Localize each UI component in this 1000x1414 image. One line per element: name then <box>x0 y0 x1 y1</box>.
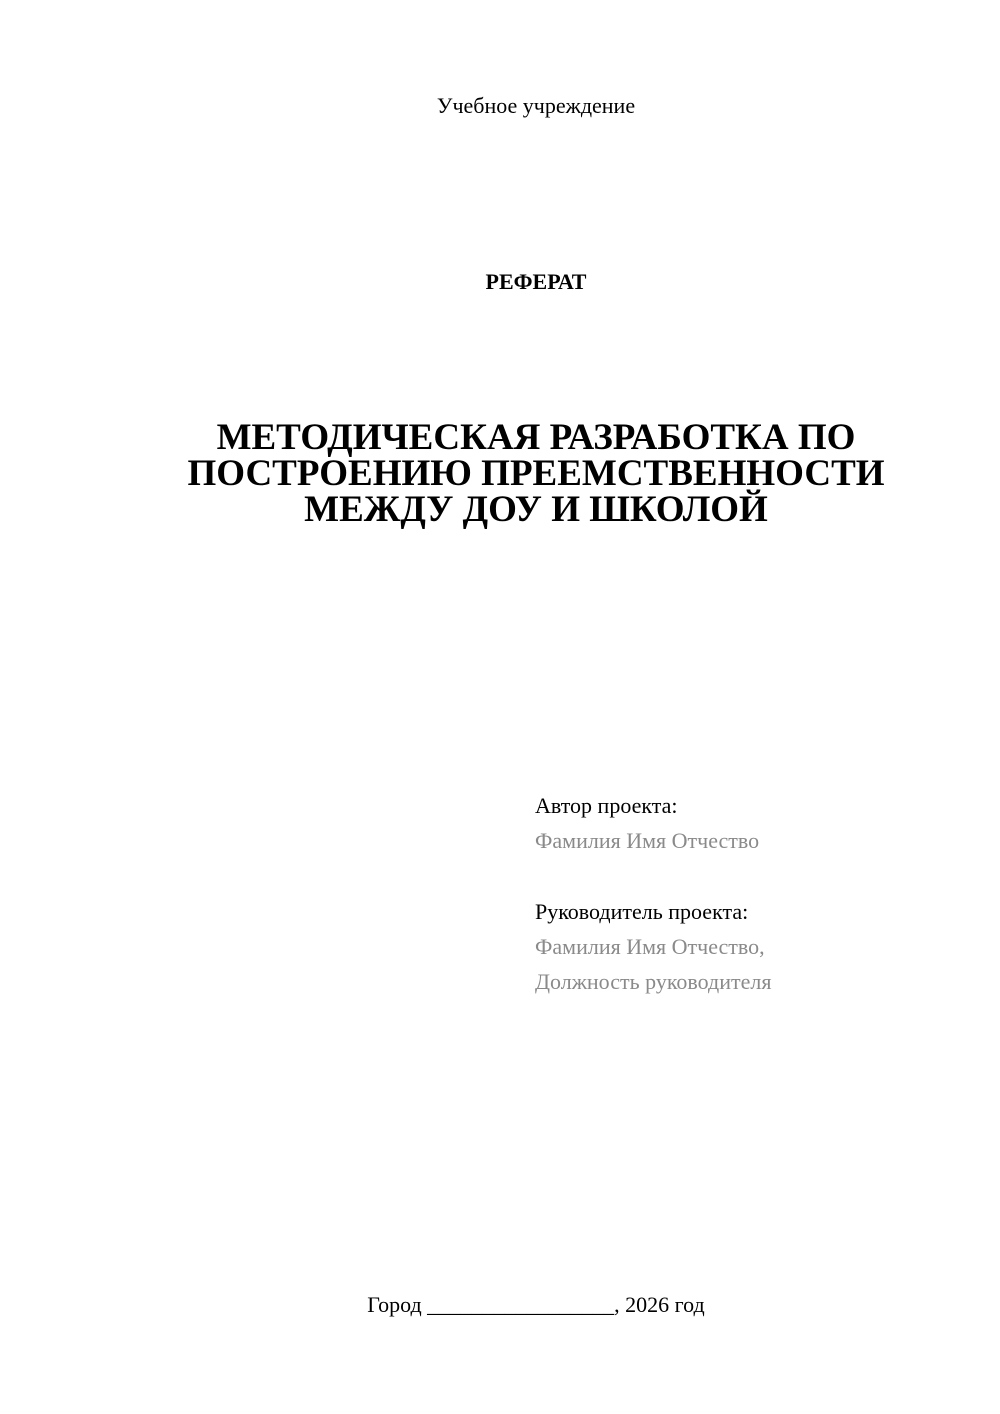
title-line: МЕЖДУ ДОУ И ШКОЛОЙ <box>304 489 768 530</box>
author-name: Фамилия Имя Отчество <box>535 828 760 853</box>
author-label: Автор проекта: <box>535 793 678 818</box>
document-title <box>176 417 896 530</box>
supervisor-name: Фамилия Имя Отчество, <box>535 934 765 959</box>
author-block <box>535 788 759 858</box>
supervisor-block <box>535 894 771 999</box>
city-year-line: Город _________________, 2026 год <box>367 1292 705 1317</box>
title-line: МЕТОДИЧЕСКАЯ РАЗРАБОТКА ПО <box>216 417 856 458</box>
institution-name: Учебное учреждение <box>436 93 636 118</box>
supervisor-label: Руководитель проекта: <box>535 899 749 924</box>
title-line: ПОСТРОЕНИЮ ПРЕЕМСТВЕННОСТИ <box>187 453 885 494</box>
document-type: РЕФЕРАТ <box>485 269 587 294</box>
supervisor-position: Должность руководителя <box>535 969 772 994</box>
